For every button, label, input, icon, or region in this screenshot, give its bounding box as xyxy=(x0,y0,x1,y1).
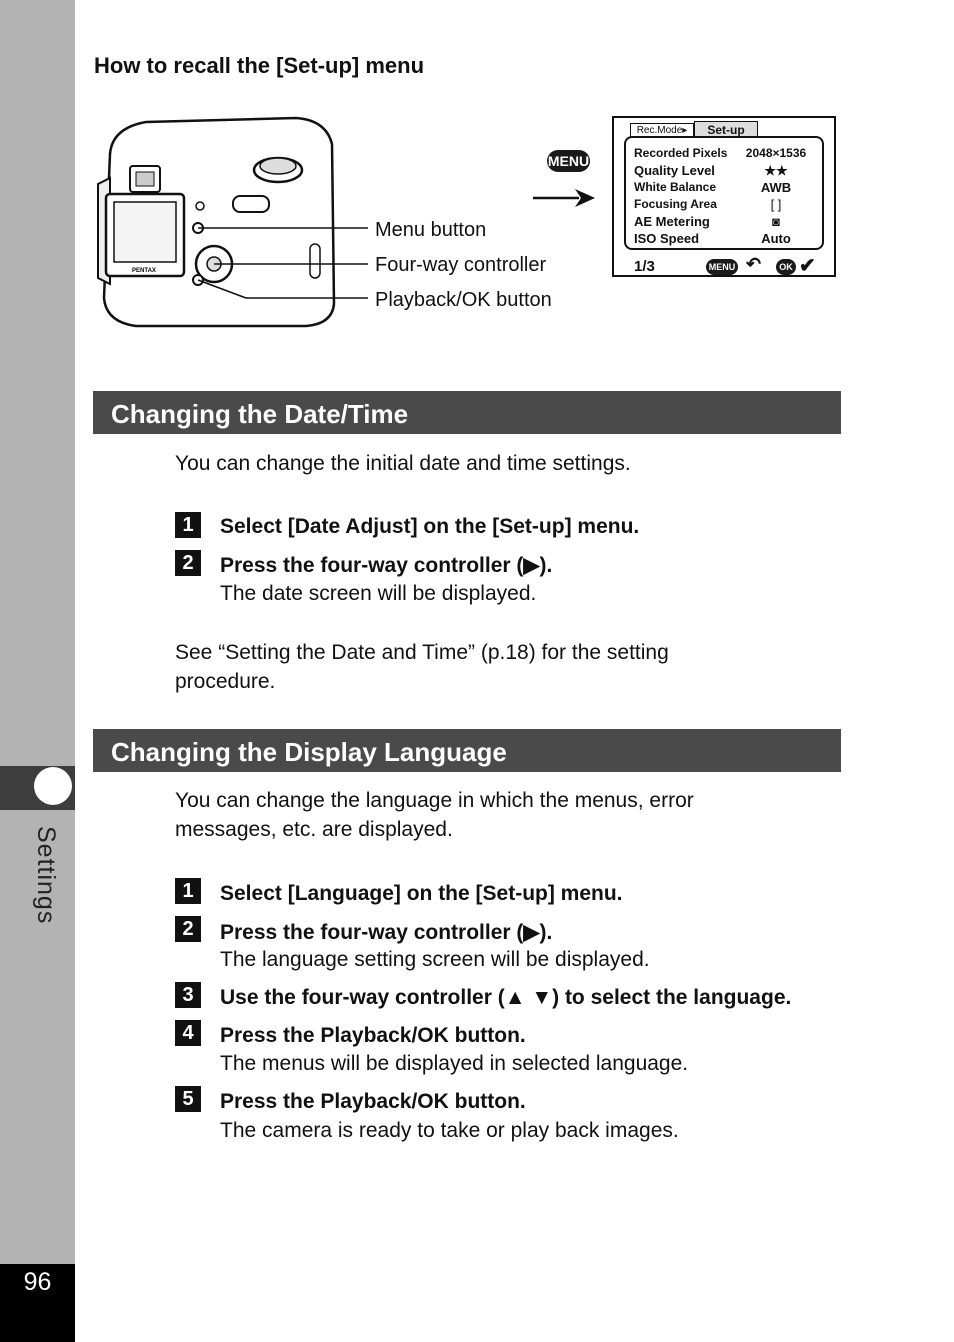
menu-button-icon: MENU xyxy=(547,150,590,172)
step-text: Press the four-way controller (▶). xyxy=(220,921,553,944)
step-number: 3 xyxy=(175,982,201,1008)
step-text: Use the four-way controller (▲ ▼) to select the language. xyxy=(220,986,792,1009)
checkmark-icon: ✔ xyxy=(799,255,816,277)
section-title: Changing the Display Language xyxy=(111,737,507,767)
menu-row-value: ★★ xyxy=(764,163,788,178)
step-description: The date screen will be displayed. xyxy=(220,582,537,605)
menu-row-label: White Balance xyxy=(634,180,717,194)
menu-row-label: Focusing Area xyxy=(634,197,717,211)
menu-row-label: Quality Level xyxy=(634,163,715,178)
menu-row-value: 2048×1536 xyxy=(745,146,807,160)
callout-menu-button: Menu button xyxy=(375,219,487,241)
language-intro-line-1: You can change the language in which the menus, error xyxy=(175,789,694,812)
section-title: Changing the Date/Time xyxy=(111,399,409,429)
menu-row-value: AWB xyxy=(760,180,792,195)
page-number: 96 xyxy=(23,1268,52,1296)
setup-tab: Set-up xyxy=(694,121,758,138)
language-intro-line-2: messages, etc. are displayed. xyxy=(175,818,453,841)
step-number: 2 xyxy=(175,550,201,576)
menu-row-label: AE Metering xyxy=(634,214,710,229)
menu-row-value: ◙ xyxy=(772,214,780,229)
menu-page-indicator: 1/3 xyxy=(634,258,655,275)
menu-row-label: Recorded Pixels xyxy=(634,146,728,160)
step-description: The language setting screen will be displayed. xyxy=(220,948,650,971)
date-time-intro: You can change the initial date and time settings. xyxy=(175,452,631,475)
step-text: Select [Date Adjust] on the [Set-up] menu. xyxy=(220,515,640,538)
step-number: 1 xyxy=(175,878,201,904)
step-text: Press the Playback/OK button. xyxy=(220,1024,526,1047)
menu-row-label: ISO Speed xyxy=(634,231,700,246)
menu-row-value: Auto xyxy=(761,231,791,246)
lcd-ok-icon: OK xyxy=(776,259,796,275)
section-tab-circle xyxy=(34,767,72,805)
step-description: The camera is ready to take or play back images. xyxy=(220,1119,679,1142)
setup-menu-screen xyxy=(612,116,836,277)
sidebar xyxy=(0,0,75,1342)
step-number: 1 xyxy=(175,512,201,538)
recall-heading: How to recall the [Set-up] menu xyxy=(94,53,425,78)
arrow-right-icon xyxy=(533,186,597,210)
section-header-display-language xyxy=(93,729,841,772)
step-text: Press the four-way controller (▶). xyxy=(220,554,553,577)
rec-mode-tab: Rec.Mode▸ xyxy=(630,123,694,138)
date-time-note-line-2: procedure. xyxy=(175,670,276,693)
step-number: 2 xyxy=(175,916,201,942)
section-header-date-time xyxy=(93,391,841,434)
step-text: Press the Playback/OK button. xyxy=(220,1090,526,1113)
callout-playback-ok-button: Playback/OK button xyxy=(375,289,552,311)
step-description: The menus will be displayed in selected language. xyxy=(220,1052,689,1075)
section-label: Settings xyxy=(32,826,60,925)
step-number: 4 xyxy=(175,1020,201,1046)
back-arrow-icon: ↶ xyxy=(746,254,762,274)
step-number: 5 xyxy=(175,1086,201,1112)
camera-brand-text: PENTAX xyxy=(132,268,156,274)
lcd-menu-icon: MENU xyxy=(706,259,738,275)
callout-four-way-controller: Four-way controller xyxy=(375,254,547,276)
step-text: Select [Language] on the [Set-up] menu. xyxy=(220,882,623,905)
date-time-note-line-1: See “Setting the Date and Time” (p.18) for the setting xyxy=(175,641,669,664)
menu-row-value: [ ] xyxy=(770,197,782,212)
camera-illustration xyxy=(96,114,376,332)
